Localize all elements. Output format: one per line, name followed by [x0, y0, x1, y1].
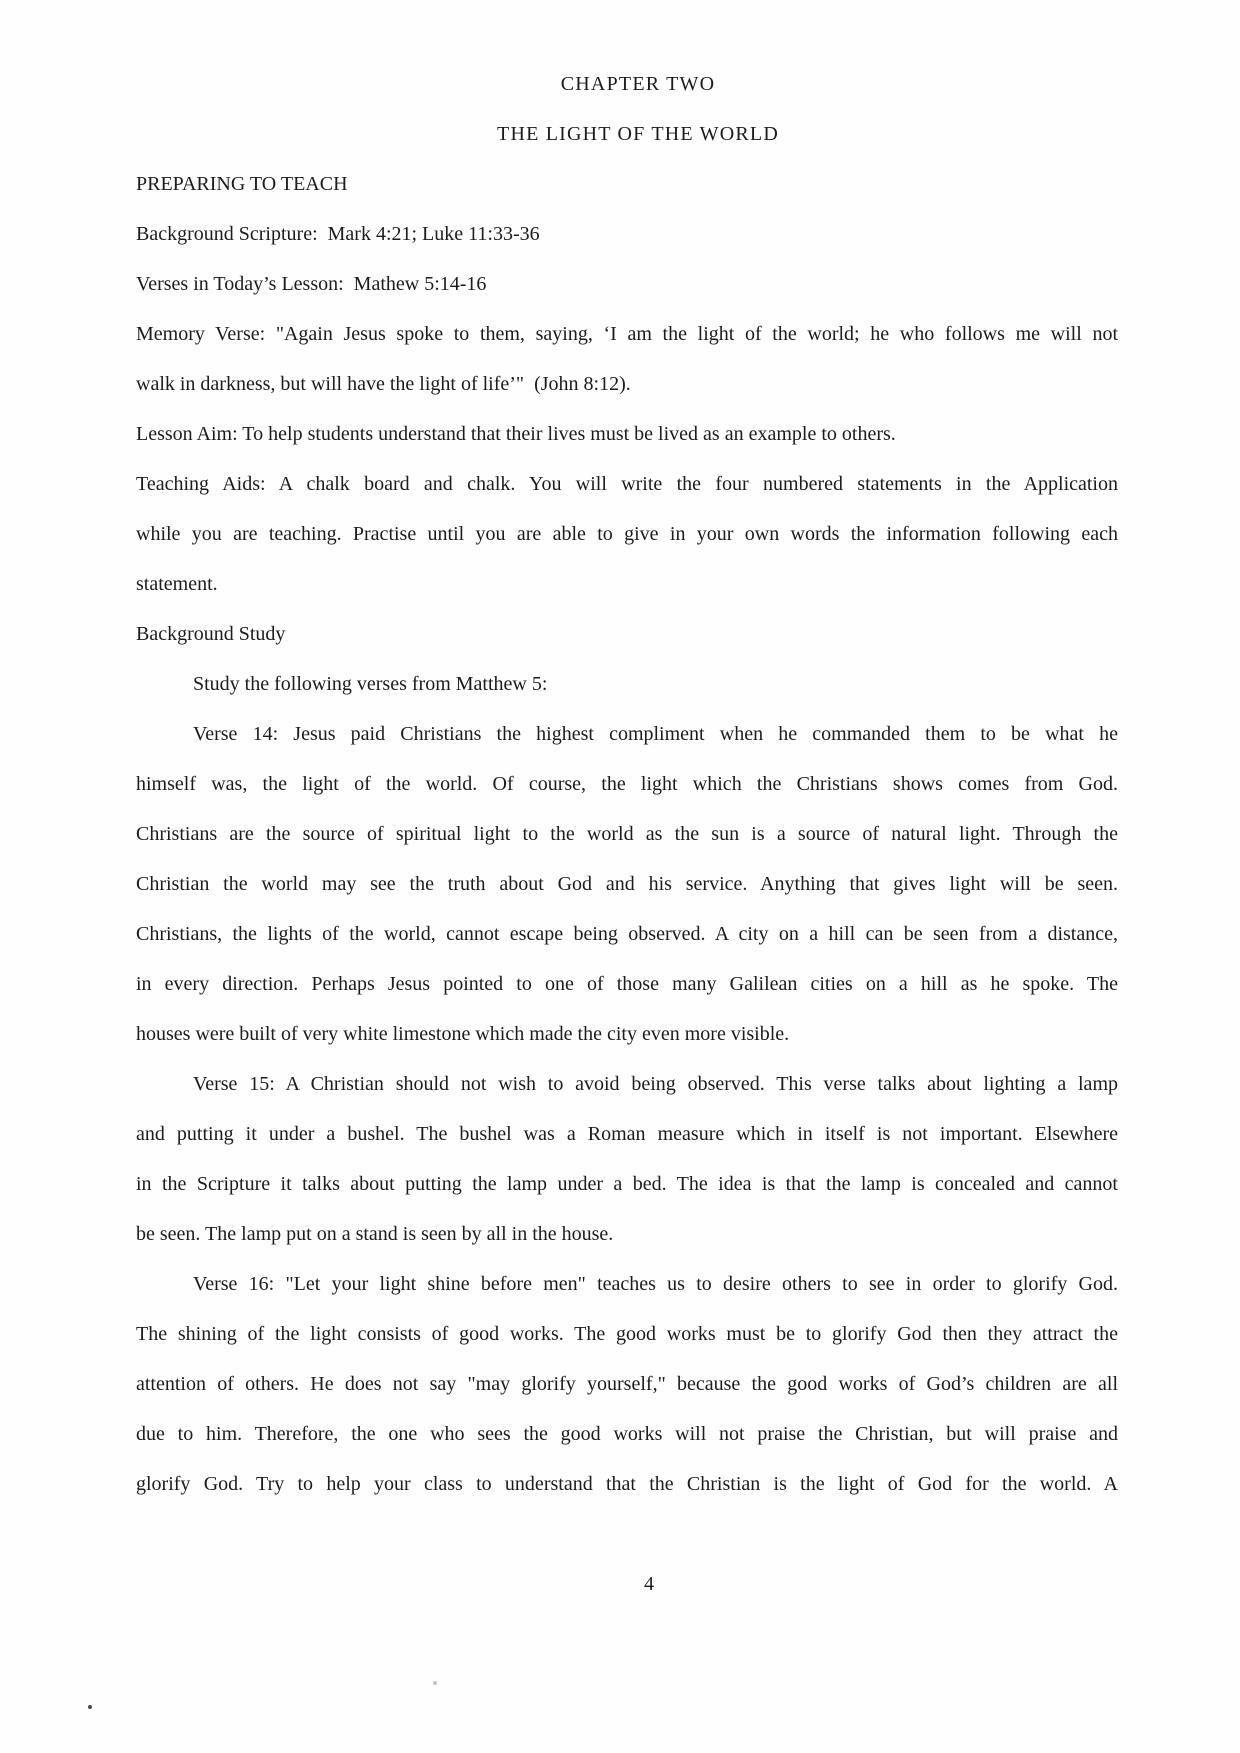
lesson-aim-line: Lesson Aim: To help students understand that their lives must be lived as an example to others.	[136, 423, 896, 445]
lesson-title: THE LIGHT OF THE WORLD	[497, 123, 779, 145]
verse14-line-2: himself was, the light of the world. Of course, the light which the Christians shows comes from God.	[136, 773, 1118, 795]
page-text-column	[136, 59, 1118, 1509]
verses-in-lesson-line: Verses in Today’s Lesson: Mathew 5:14-16	[136, 273, 487, 295]
verse14-line-6: in every direction. Perhaps Jesus pointed to one of those many Galilean cities on a hill as he spoke. The	[136, 973, 1118, 995]
verse14-line-1: Verse 14: Jesus paid Christians the highest compliment when he commanded them to be what he	[193, 723, 1118, 745]
verse14-line-5: Christians, the lights of the world, cannot escape being observed. A city on a hill can be seen from a distance,	[136, 923, 1118, 945]
study-intro-line: Study the following verses from Matthew 5:	[193, 673, 548, 695]
memory-verse-line-1: Memory Verse: "Again Jesus spoke to them, saying, ‘I am the light of the world; he who follows me will not	[136, 323, 1118, 345]
teaching-aids-line-3: statement.	[136, 573, 218, 595]
verse15-line-2: and putting it under a bushel. The bushel was a Roman measure which in itself is not important. Elsewhere	[136, 1123, 1118, 1145]
verse14-line-7: houses were built of very white limestone which made the city even more visible.	[136, 1023, 790, 1045]
verse15-line-3: in the Scripture it talks about putting the lamp under a bed. The idea is that the lamp is concealed and cannot	[136, 1173, 1118, 1195]
verse14-line-3: Christians are the source of spiritual light to the world as the sun is a source of natural light. Through the	[136, 823, 1118, 845]
background-scripture-line: Background Scripture: Mark 4:21; Luke 11:33-36	[136, 223, 540, 245]
verse15-line-1: Verse 15: A Christian should not wish to avoid being observed. This verse talks about lighting a lamp	[193, 1073, 1118, 1095]
scan-speck-1	[433, 1681, 437, 1685]
verse16-line-3: attention of others. He does not say "may glorify yourself," because the good works of God’s children are all	[136, 1373, 1118, 1395]
verse16-line-5: glorify God. Try to help your class to understand that the Christian is the light of God for the world. A	[136, 1473, 1118, 1495]
scan-speck-2	[88, 1705, 92, 1709]
verse16-line-2: The shining of the light consists of good works. The good works must be to glorify God then they attract the	[136, 1323, 1118, 1345]
page-number: 4	[644, 1573, 654, 1595]
section-heading-preparing-to-teach: PREPARING TO TEACH	[136, 173, 348, 195]
verse16-line-1: Verse 16: "Let your light shine before men" teaches us to desire others to see in order to glorify God.	[193, 1273, 1118, 1295]
teaching-aids-line-2: while you are teaching. Practise until you are able to give in your own words the information following each	[136, 523, 1118, 545]
section-heading-background-study: Background Study	[136, 623, 286, 645]
verse16-line-4: due to him. Therefore, the one who sees the good works will not praise the Christian, but will praise and	[136, 1423, 1118, 1445]
verse15-line-4: be seen. The lamp put on a stand is seen by all in the house.	[136, 1223, 614, 1245]
memory-verse-line-2: walk in darkness, but will have the light of life’" (John 8:12).	[136, 373, 631, 395]
teaching-aids-line-1: Teaching Aids: A chalk board and chalk. You will write the four numbered statements in the Application	[136, 473, 1118, 495]
chapter-heading: CHAPTER TWO	[560, 73, 716, 95]
verse14-line-4: Christian the world may see the truth about God and his service. Anything that gives light will be seen.	[136, 873, 1118, 895]
